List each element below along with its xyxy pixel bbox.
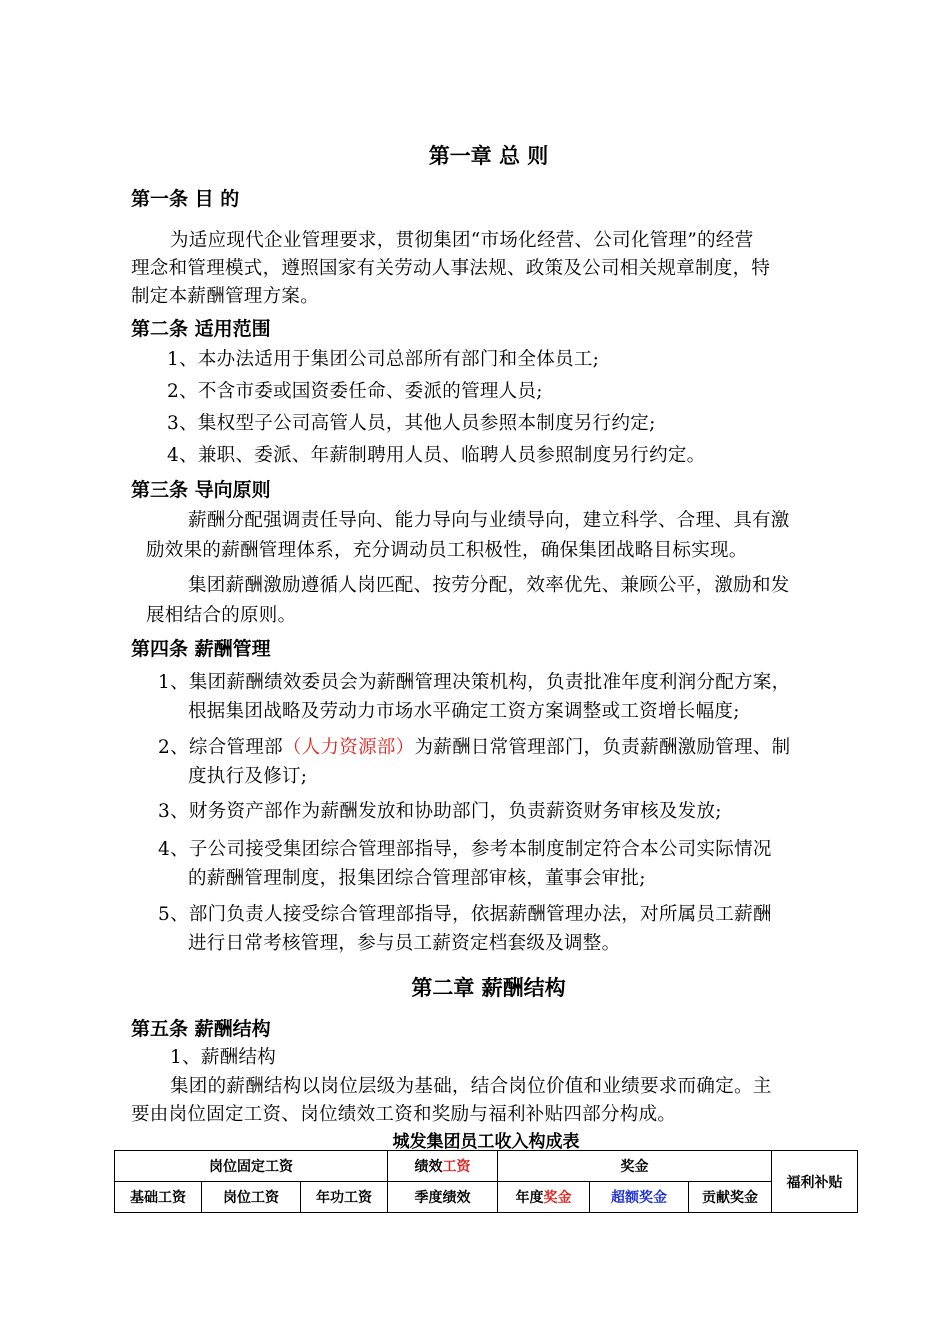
article-5-line-2: 要由岗位固定工资、岗位绩效工资和奖励与福利补贴四部分构成。 xyxy=(131,1104,677,1125)
article-5-title: 第五条 薪酬结构 xyxy=(131,1018,271,1040)
header-performance-salary xyxy=(388,1151,498,1182)
header-performance-salary-highlight: 工资 xyxy=(442,1159,471,1175)
header-performance-label: 绩效 xyxy=(414,1159,443,1175)
article-4-item-3: 3、财务资产部作为薪酬发放和协助部门，负责薪资财务审核及发放; xyxy=(158,801,722,822)
article-4-item-2-line-1 xyxy=(158,733,791,759)
cell-contribution-bonus: 贡献奖金 xyxy=(689,1182,772,1213)
article-3-line-1: 薪酬分配强调责任导向、能力导向与业绩导向，建立科学、合理、具有激 xyxy=(188,510,790,531)
article-4-item-4-line-1: 4、子公司接受集团综合管理部指导，参考本制度制定符合本公司实际情况 xyxy=(158,839,772,860)
header-fixed-salary: 岗位固定工资 xyxy=(115,1151,388,1182)
article-3-title: 第三条 导向原则 xyxy=(131,479,271,501)
article-5-line-1: 集团的薪酬结构以岗位层级为基础，结合岗位价值和业绩要求而确定。主 xyxy=(170,1076,772,1097)
article-1-line-3: 制定本薪酬管理方案。 xyxy=(131,286,320,307)
article-5-sub: 1、薪酬结构 xyxy=(170,1047,277,1068)
chapter-2-title: 第二章 薪酬结构 xyxy=(411,976,566,1000)
article-1-title: 第一条 目 的 xyxy=(131,188,240,210)
article-4-item-1-line-1: 1、集团薪酬绩效委员会为薪酬管理决策机构，负责批准年度利润分配方案， xyxy=(158,672,791,693)
article-4-item-2-suffix: 为薪酬日常管理部门，负责薪酬激励管理、制 xyxy=(414,737,791,758)
article-3-line-2: 励效果的薪酬管理体系，充分调动员工积极性，确保集团战略目标实现。 xyxy=(146,540,748,561)
annual-bonus-highlight: 奖金 xyxy=(543,1190,572,1206)
cell-quarterly-performance: 季度绩效 xyxy=(388,1182,498,1213)
annual-label: 年度 xyxy=(515,1190,544,1206)
cell-post-salary: 岗位工资 xyxy=(202,1182,301,1213)
table-sub-header-row xyxy=(115,1182,858,1213)
article-4-item-5-line-1: 5、部门负责人接受综合管理部指导，依据薪酬管理办法，对所属员工薪酬 xyxy=(158,904,772,925)
article-2-item-1: 1、本办法适用于集团公司总部所有部门和全体员工; xyxy=(167,349,600,370)
cell-excess-bonus: 超额奖金 xyxy=(590,1182,689,1213)
cell-base-salary: 基础工资 xyxy=(115,1182,202,1213)
article-2-item-4: 4、兼职、委派、年薪制聘用人员、临聘人员参照制度另行约定。 xyxy=(167,445,706,466)
hr-department-highlight: （人力资源部） xyxy=(282,737,415,758)
header-bonus: 奖金 xyxy=(498,1151,772,1182)
article-4-item-4-line-2: 的薪酬管理制度，报集团综合管理部审核，董事会审批; xyxy=(188,868,646,889)
chapter-1-title: 第一章 总 则 xyxy=(428,144,549,168)
table-header-row xyxy=(115,1151,858,1182)
cell-annual-bonus xyxy=(498,1182,590,1213)
article-1-line-2: 理念和管理模式，遵照国家有关劳动人事法规、政策及公司相关规章制度，特 xyxy=(131,258,771,279)
article-4-item-5-line-2: 进行日常考核管理，参与员工薪资定档套级及调整。 xyxy=(188,933,621,954)
article-1-line-1: 为适应现代企业管理要求，贯彻集团“市场化经营、公司化管理”的经营 xyxy=(170,230,754,251)
table-title: 城发集团员工收入构成表 xyxy=(392,1132,580,1152)
cell-seniority-salary: 年功工资 xyxy=(301,1182,388,1213)
income-structure-table xyxy=(114,1150,858,1213)
article-4-item-1-line-2: 根据集团战略及劳动力市场水平确定工资方案调整或工资增长幅度; xyxy=(188,701,740,722)
article-2-item-2: 2、不含市委或国资委任命、委派的管理人员; xyxy=(167,381,543,402)
header-welfare: 福利补贴 xyxy=(772,1151,858,1213)
article-4-item-2-line-2: 度执行及修订; xyxy=(188,766,308,787)
article-3-line-4: 展相结合的原则。 xyxy=(146,605,297,626)
article-3-line-3: 集团薪酬激励遵循人岗匹配、按劳分配，效率优先、兼顾公平，激励和发 xyxy=(188,575,790,596)
article-2-item-3: 3、集权型子公司高管人员，其他人员参照本制度另行约定; xyxy=(167,413,656,434)
article-4-title: 第四条 薪酬管理 xyxy=(131,638,271,660)
article-4-item-2-prefix: 2、综合管理部 xyxy=(158,737,283,758)
article-2-title: 第二条 适用范围 xyxy=(131,318,271,340)
